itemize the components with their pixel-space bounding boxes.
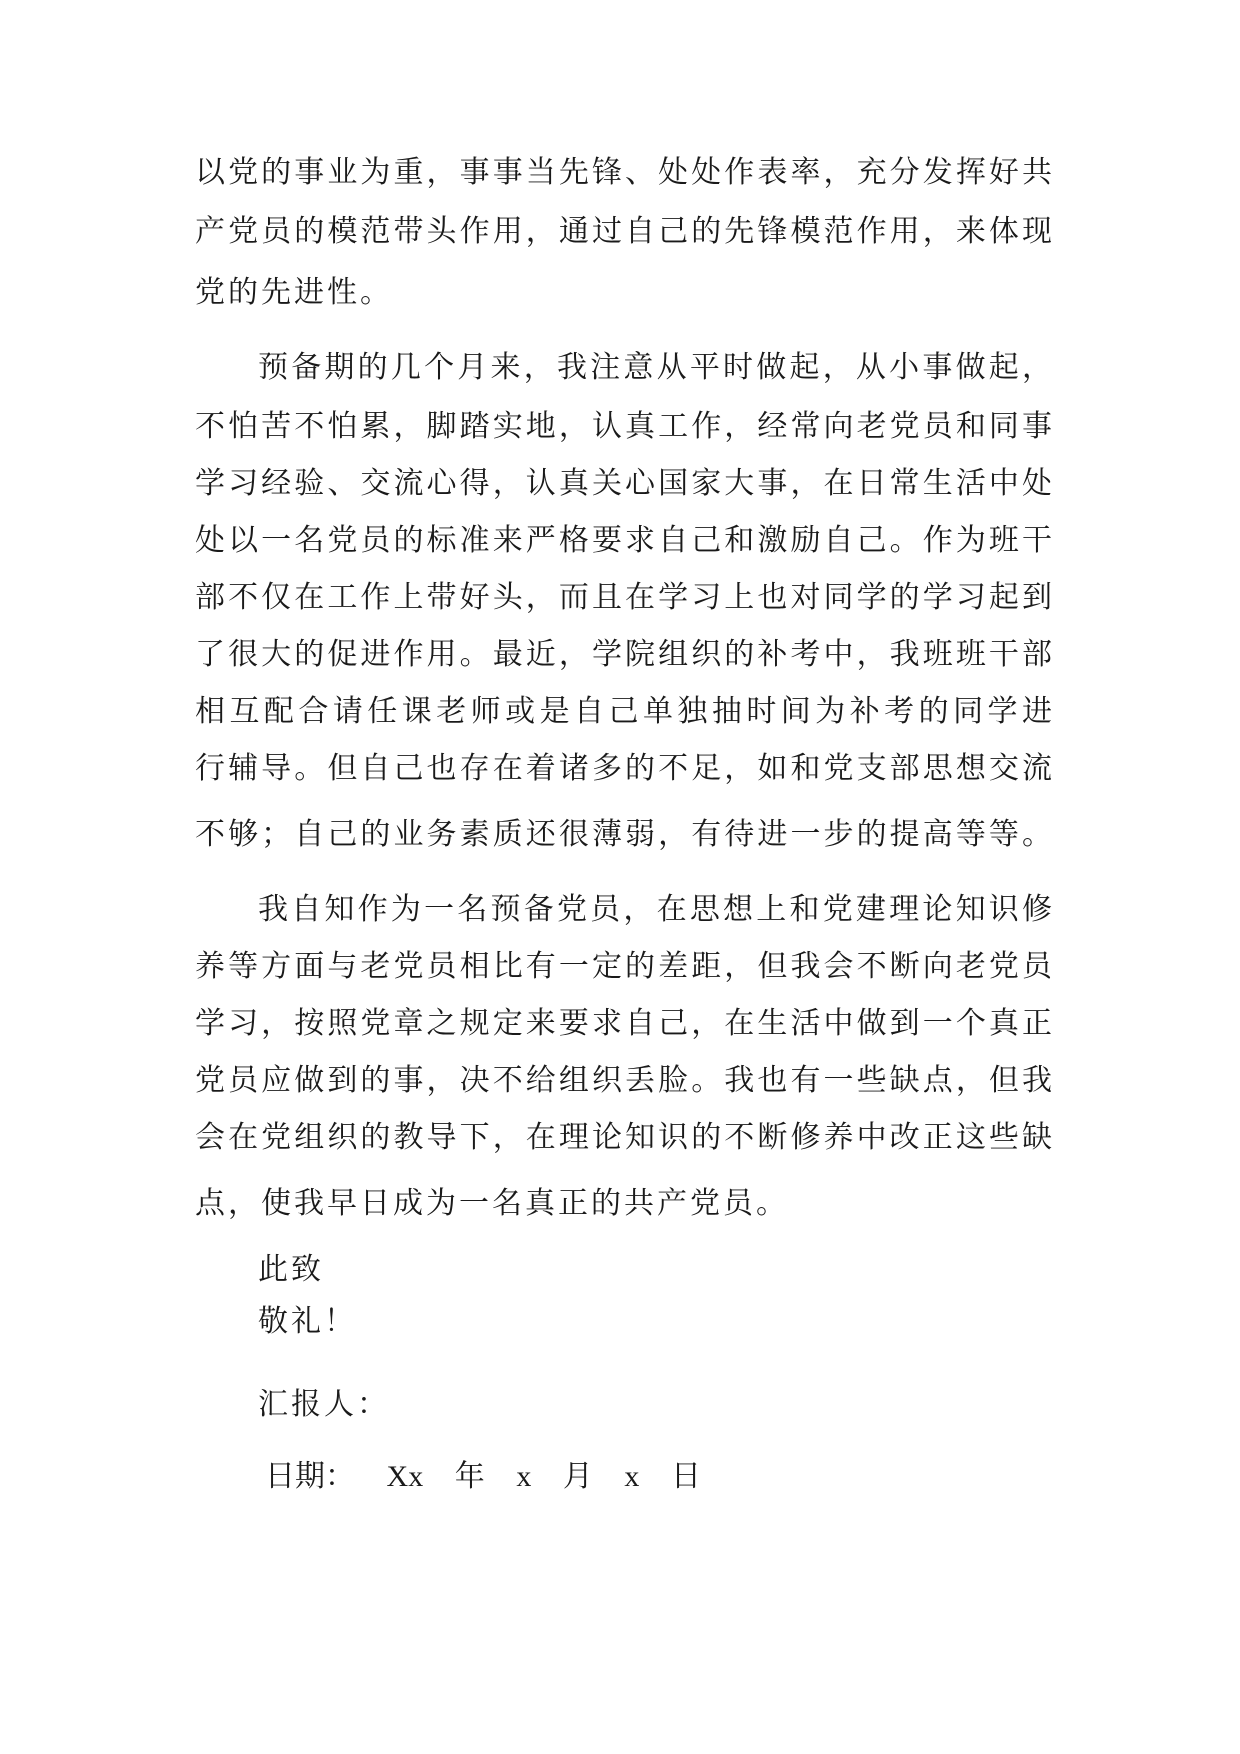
paragraph-1-line-2: 产党员的模范带头作用，通过自己的先锋模范作用，来体现 xyxy=(195,214,1055,249)
closing-salutation-1: 此致 xyxy=(258,1252,324,1287)
paragraph-2-line-9: 不够；自己的业务素质还很薄弱，有待进一步的提高等等。 xyxy=(195,817,1055,852)
paragraph-3-line-6: 点，使我早日成为一名真正的共产党员。 xyxy=(195,1186,789,1221)
date-month-value: x xyxy=(516,1460,532,1493)
paragraph-1-line-3: 党的先进性。 xyxy=(195,275,393,310)
paragraph-2-line-5: 部不仅在工作上带好头，而且在学习上也对同学的学习起到 xyxy=(195,580,1055,615)
paragraph-2-line-8: 行辅导。但自己也存在着诸多的不足，如和党支部思想交流 xyxy=(195,751,1055,786)
date-day-value: x xyxy=(624,1460,640,1493)
reporter-label: 汇报人： xyxy=(258,1387,390,1422)
date-year-unit: 年 xyxy=(454,1459,485,1494)
date-label: 日期： xyxy=(265,1459,355,1494)
paragraph-3-line-1: 我自知作为一名预备党员，在思想上和党建理论知识修 xyxy=(258,892,1055,927)
date-row xyxy=(265,1455,723,1499)
paragraph-2-line-1: 预备期的几个月来，我注意从平时做起，从小事做起， xyxy=(258,350,1055,385)
paragraph-2-line-7: 相互配合请任课老师或是自己单独抽时间为补考的同学进 xyxy=(195,694,1055,729)
date-year-value: Xx xyxy=(386,1460,424,1493)
date-month-unit: 月 xyxy=(562,1459,593,1494)
paragraph-2-line-6: 了很大的促进作用。最近，学院组织的补考中，我班班干部 xyxy=(195,637,1055,672)
paragraph-3-line-3: 学习，按照党章之规定来要求自己，在生活中做到一个真正 xyxy=(195,1006,1055,1041)
closing-salutation-2: 敬礼！ xyxy=(258,1304,357,1339)
paragraph-3-line-2: 养等方面与老党员相比有一定的差距，但我会不断向老党员 xyxy=(195,949,1055,984)
paragraph-2-line-3: 学习经验、交流心得，认真关心国家大事，在日常生活中处 xyxy=(195,466,1055,501)
date-day-unit: 日 xyxy=(670,1459,701,1494)
paragraph-2-line-4: 处以一名党员的标准来严格要求自己和激励自己。作为班干 xyxy=(195,523,1055,558)
paragraph-3-line-4: 党员应做到的事，决不给组织丢脸。我也有一些缺点，但我 xyxy=(195,1063,1055,1098)
paragraph-2-line-2: 不怕苦不怕累，脚踏实地，认真工作，经常向老党员和同事 xyxy=(195,409,1055,444)
paragraph-3-line-5: 会在党组织的教导下，在理论知识的不断修养中改正这些缺 xyxy=(195,1120,1055,1155)
paragraph-1-line-1: 以党的事业为重，事事当先锋、处处作表率，充分发挥好共 xyxy=(195,155,1055,190)
